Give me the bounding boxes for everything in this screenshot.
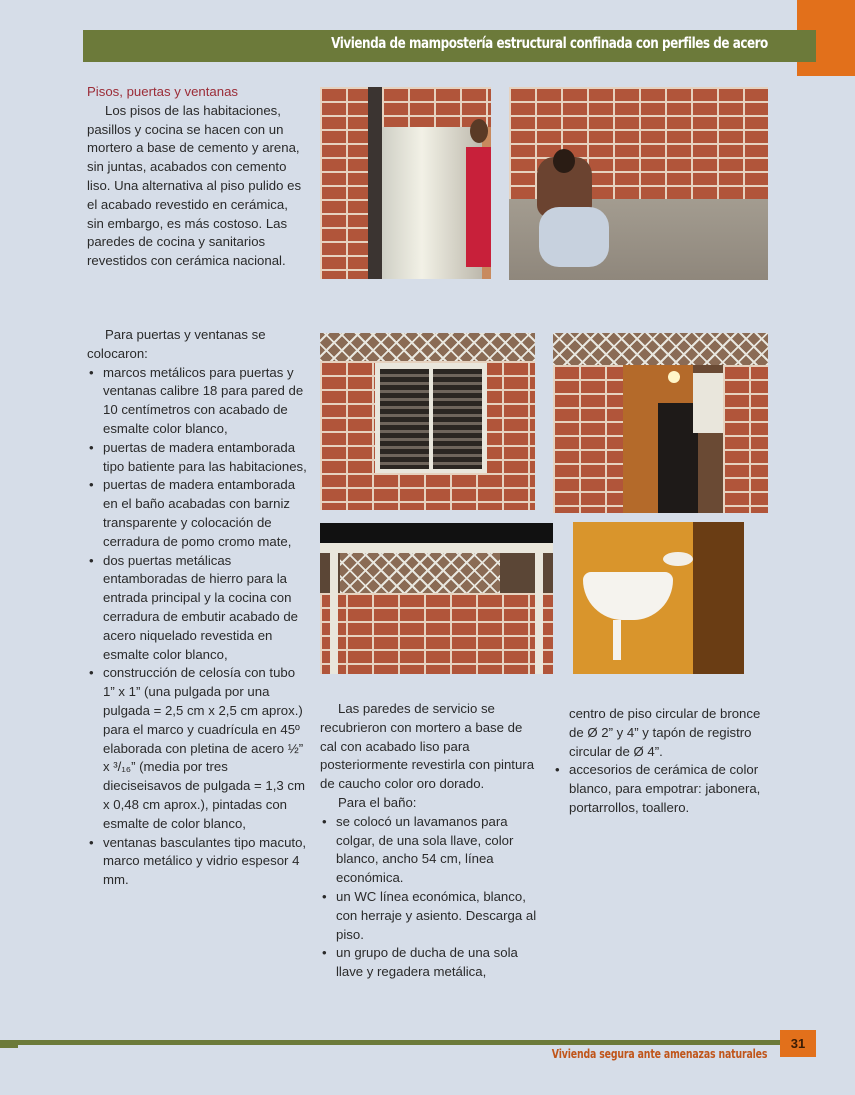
- list-item: • se colocó un lavamanos para colgar, de una sola llave, color blanco, ancho 54 cm, línea económica.: [320, 813, 540, 888]
- walls-paragraph: Las paredes de servicio se recubrieron con mortero a base de cal con acabado liso para posteriormente revestirla con pintura de caucho color oro dorado.: [320, 701, 535, 792]
- list-item: • accesorios de cerámica de color blanco, para empotrar: jabonera, portarrollos, toallero.: [553, 761, 768, 817]
- photo-washbasin: [573, 522, 744, 674]
- section-bath-continued: [553, 705, 768, 818]
- list-item: • construcción de celosía con tubo 1” x 1” (una pulgada por una pulgada = 2,5 cm x 2,5 cm aprox.) para el marco y cuadrícula en 45º elaborada con pletina de acero ½” x ³/₁₆” (media por tres dieciseisavos de pulgada = 1,3 cm x 0,48 cm aprox.), pintadas con esmalte de color blanco,: [87, 664, 307, 833]
- doors-list: [87, 364, 307, 890]
- photo-wall-plastering: [320, 87, 491, 279]
- footer-title: Vivienda segura ante amenazas naturales: [551, 1047, 767, 1061]
- section-title: Pisos, puertas y ventanas: [87, 84, 239, 99]
- list-item: • puertas de madera entamborada en el baño acabadas con barniz transparente y colocación de cerradura de pomo cromo mate,: [87, 476, 307, 551]
- bath-list: [320, 813, 540, 982]
- footer-line-left: [0, 1045, 18, 1048]
- photo-floor-finishing: [509, 87, 768, 280]
- doors-intro: Para puertas y ventanas se colocaron:: [87, 327, 266, 361]
- bath-continuation: centro de piso circular de bronce de Ø 2” y 4” y tapón de registro circular de Ø 4”.: [569, 706, 761, 759]
- photo-window-lattice: [320, 333, 535, 510]
- page-number: 31: [780, 1030, 816, 1057]
- list-item: • ventanas basculantes tipo macuto, marco metálico y vidrio espesor 4 mm.: [87, 834, 307, 890]
- section-service-walls: [320, 700, 540, 982]
- list-item: • dos puertas metálicas entamboradas de hierro para la entrada principal y la cocina con cerradura de embutir acabado de acero niquelado revestida en esmalte color blanco,: [87, 552, 307, 665]
- footer-line: [0, 1040, 780, 1045]
- list-item: • un grupo de ducha de una sola llave y regadera metálica,: [320, 944, 540, 982]
- bath-list-2: [553, 761, 768, 817]
- photo-interior-door: [553, 333, 768, 513]
- section-doors-windows: [87, 326, 307, 890]
- header-title: Vivienda de mampostería estructural confinada con perfiles de acero: [331, 34, 768, 52]
- floors-paragraph: Los pisos de las habitaciones, pasillos y cocina se hacen con un mortero a base de cemento y arena, sin juntas, acabados con cemento liso. Una alternativa al piso pulido es el acabado revestido en cerámica, sin embargo, es más costoso. Las paredes de cocina y sanitarios revestidos con cerámica nacional.: [87, 102, 302, 269]
- section-floors: [87, 83, 307, 271]
- list-item: • marcos metálicos para puertas y ventanas calibre 18 para pared de 10 centímetros con acabado de esmalte color blanco,: [87, 364, 307, 439]
- photo-structure-frame: [320, 523, 553, 674]
- bath-intro: Para el baño:: [338, 794, 417, 810]
- list-item: • un WC línea económica, blanco, con herraje y asiento. Descarga al piso.: [320, 888, 540, 944]
- list-item: • puertas de madera entamborada tipo batiente para las habitaciones,: [87, 439, 307, 477]
- header-bar: [83, 30, 816, 62]
